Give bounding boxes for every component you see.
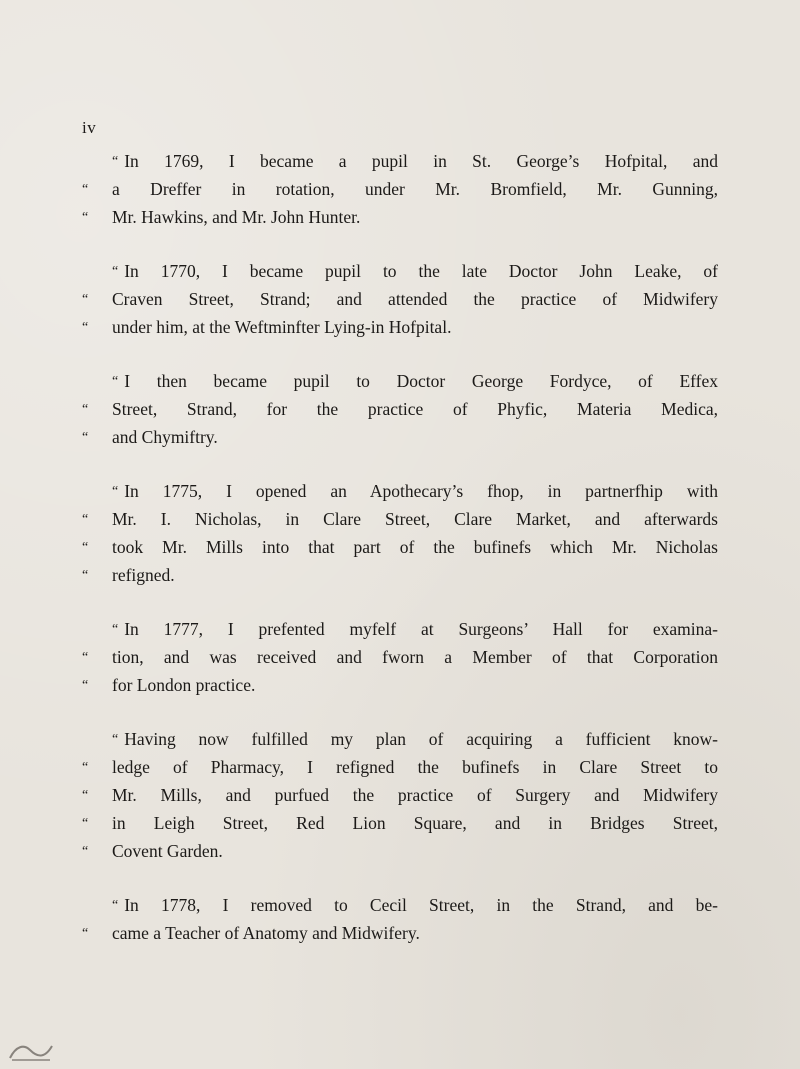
- quote-mark: “: [82, 182, 89, 197]
- line-text: Having now fulfilled my plan of acquiring a fufficient know-: [124, 729, 718, 749]
- line-text: Mr. I. Nicholas, in Clare Street, Clare Market, and afterwards: [112, 509, 718, 529]
- opening-quote-mark: “: [112, 484, 119, 499]
- text-line: [82, 643, 718, 671]
- text-line: [82, 423, 718, 451]
- quote-mark: “: [82, 402, 89, 417]
- line-text: Covent Garden.: [112, 841, 223, 861]
- line-text: I then became pupil to Doctor George Fordyce, of Effex: [124, 371, 718, 391]
- text-line: [82, 395, 718, 423]
- line-text: Mr. Mills, and purfued the practice of Surgery and Midwifery: [112, 785, 718, 805]
- text-line: [82, 919, 718, 947]
- line-text: came a Teacher of Anatomy and Midwifery.: [112, 923, 420, 943]
- opening-quote-mark: “: [112, 154, 119, 169]
- library-stamp-icon: [8, 1040, 54, 1062]
- text-line: [82, 837, 718, 865]
- opening-quote-mark: “: [112, 732, 119, 747]
- line-text: In 1778, I removed to Cecil Street, in the Strand, and be-: [124, 895, 718, 915]
- line-text: In 1769, I became a pupil in St. George’s Hofpital, and: [124, 151, 718, 171]
- paragraph: [82, 615, 718, 699]
- quote-mark: “: [82, 210, 89, 225]
- paragraph: [82, 257, 718, 341]
- quote-mark: “: [82, 650, 89, 665]
- line-text: In 1777, I prefented myfelf at Surgeons’ Hall for examina-: [124, 619, 718, 639]
- paragraph: [82, 147, 718, 231]
- line-text: tion, and was received and fworn a Member of that Corporation: [112, 647, 718, 667]
- text-line: [82, 561, 718, 589]
- quote-mark: “: [82, 540, 89, 555]
- text-line: [82, 781, 718, 809]
- quote-mark: “: [82, 788, 89, 803]
- line-text: ledge of Pharmacy, I refigned the bufinefs in Clare Street to: [112, 757, 718, 777]
- line-text: In 1770, I became pupil to the late Doctor John Leake, of: [124, 261, 718, 281]
- quote-mark: “: [82, 512, 89, 527]
- paragraph: [82, 367, 718, 451]
- text-line: [82, 147, 718, 175]
- line-text: refigned.: [112, 565, 175, 585]
- text-line: [82, 533, 718, 561]
- quote-mark: “: [82, 320, 89, 335]
- opening-quote-mark: “: [112, 264, 119, 279]
- line-text: and Chymiftry.: [112, 427, 218, 447]
- quote-mark: “: [82, 926, 89, 941]
- text-line: [82, 809, 718, 837]
- line-text: Street, Strand, for the practice of Phyfic, Materia Medica,: [112, 399, 718, 419]
- text-line: [82, 891, 718, 919]
- paragraph: [82, 725, 718, 865]
- text-line: [82, 753, 718, 781]
- line-text: for London practice.: [112, 675, 256, 695]
- page-number: iv: [82, 118, 97, 137]
- text-line: [82, 175, 718, 203]
- text-line: [82, 367, 718, 395]
- quote-mark: “: [82, 844, 89, 859]
- quote-mark: “: [82, 568, 89, 583]
- quote-mark: “: [82, 760, 89, 775]
- line-text: in Leigh Street, Red Lion Square, and in Bridges Street,: [112, 813, 718, 833]
- opening-quote-mark: “: [112, 374, 119, 389]
- line-text: In 1775, I opened an Apothecary’s fhop, in partnerfhip with: [124, 481, 718, 501]
- line-text: Craven Street, Strand; and attended the practice of Midwifery: [112, 289, 718, 309]
- text-line: [82, 671, 718, 699]
- opening-quote-mark: “: [112, 898, 119, 913]
- text-line: [82, 257, 718, 285]
- text-line: [82, 477, 718, 505]
- text-line: [82, 725, 718, 753]
- opening-quote-mark: “: [112, 622, 119, 637]
- quote-mark: “: [82, 816, 89, 831]
- paragraph: [82, 891, 718, 947]
- body-text: [82, 147, 718, 973]
- quote-mark: “: [82, 292, 89, 307]
- text-line: [82, 615, 718, 643]
- text-line: [82, 285, 718, 313]
- line-text: Mr. Hawkins, and Mr. John Hunter.: [112, 207, 361, 227]
- quote-mark: “: [82, 678, 89, 693]
- line-text: under him, at the Weftminfter Lying-in Hofpital.: [112, 317, 452, 337]
- paragraph: [82, 477, 718, 589]
- text-line: [82, 313, 718, 341]
- line-text: took Mr. Mills into that part of the bufinefs which Mr. Nicholas: [112, 537, 718, 557]
- line-text: a Dreffer in rotation, under Mr. Bromfield, Mr. Gunning,: [112, 179, 718, 199]
- text-line: [82, 203, 718, 231]
- quote-mark: “: [82, 430, 89, 445]
- text-line: [82, 505, 718, 533]
